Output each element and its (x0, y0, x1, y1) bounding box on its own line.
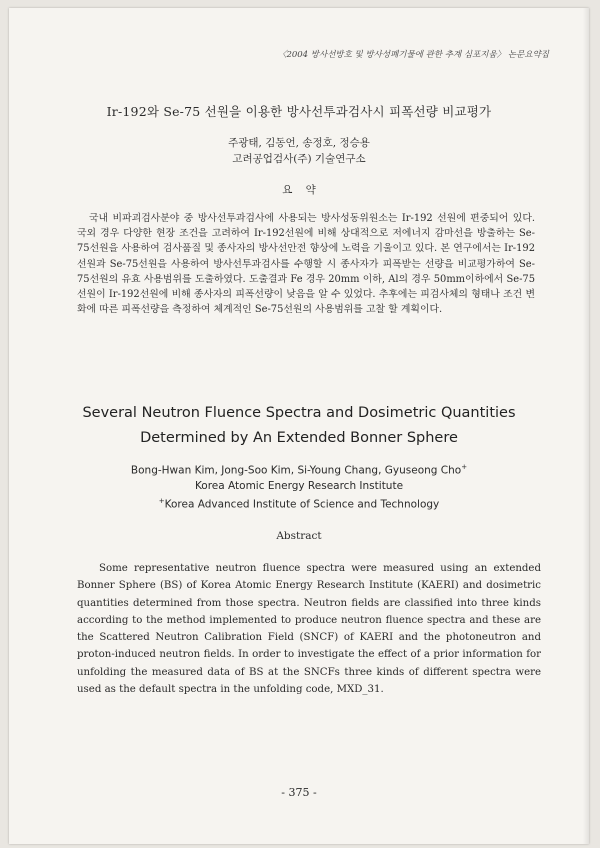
proceedings-header: 〈2004 방사선방호 및 방사성폐기물에 관한 추계 심포지움〉 논문요약집 (277, 50, 549, 60)
author-affiliation-mark: + (461, 463, 468, 471)
english-affiliation-1: Korea Atomic Energy Research Institute (194, 480, 404, 492)
paper-page (9, 8, 589, 844)
english-authors (9, 463, 589, 477)
english-abstract-body (77, 560, 541, 698)
korean-abstract-heading: 요 약 (282, 184, 316, 196)
scan-edge-shadow (583, 8, 589, 844)
korean-abstract-body (77, 211, 535, 317)
english-affiliation-2-text: Korea Advanced Institute of Science and Technology (164, 498, 440, 511)
page-number: - 375 - (281, 786, 317, 799)
korean-abstract-paragraph: 국내 비파괴검사분야 중 방사선투과검사에 사용되는 방사성동위원소는 Ir-192 선원에 편중되어 있다. 국외 경우 다양한 현장 조건을 고려하여 Ir-192선원에 비해 상대적으로 저에너지 감마선을 방출하는 Se-75선원을 사용하여 검사품질 및 종사자의 방사선안전 향상에 노력을 기울이고 있다. 본 연구에서는 Ir-192선원과 Se-75선원을 사용하여 방사선투과검사를 수행할 시 종사자가 피폭받는 선량을 비교평가하여 Se-75선원의 유효 사용범위를 도출하였다. 도출결과 Fe 경우 20mm 이하, Al의 경우 50mm이하에서 Se-75선원이 Ir-192선원에 비해 종사자의 피폭선량이 낮음을 알 수 있었다. 추후에는 피검사체의 형태나 조건 변화에 따른 피폭선량을 측정하여 체계적인 Se-75선원의 사용범위를 고찰 할 계획이다. (77, 213, 535, 316)
english-abstract-heading: Abstract (276, 530, 322, 542)
korean-authors: 주광태, 김동언, 송정호, 정승용 (228, 137, 370, 149)
korean-affiliation: 고려공업검사(주) 기술연구소 (232, 153, 366, 165)
english-abstract-paragraph: Some representative neutron fluence spectra were measured using an extended Bonner Sphere (BS) of Korea Atomic Energy Research Institute (KAERI) and dosimetric quantities determined from those spectra. Neutron fields are classified into three kinds according to the method implemented to produce neutron fluence spectra and these are the Scattered Neutron Calibration Field (SNCF) of KAERI and the photoneutron and proton-induced neutron fields. In order to investigate the effect of a prior information for unfolding the measured data of BS at the SNCFs three kinds of different spectra were used as the default spectra in the unfolding code, MXD_31. (77, 563, 541, 696)
english-paper-title (9, 401, 589, 451)
korean-paper-title: Ir-192와 Se-75 선원을 이용한 방사선투과검사시 피폭선량 비교평가 (106, 104, 492, 119)
english-author-names: Bong-Hwan Kim, Jong-Soo Kim, Si-Young Chang, Gyuseong Cho (130, 464, 462, 477)
english-title-line-1: Several Neutron Fluence Spectra and Dosimetric Quantities (82, 405, 516, 421)
english-title-line-2: Determined by An Extended Bonner Sphere (140, 430, 458, 446)
english-affiliation-2 (9, 497, 589, 511)
affiliation-mark: + (158, 497, 165, 505)
